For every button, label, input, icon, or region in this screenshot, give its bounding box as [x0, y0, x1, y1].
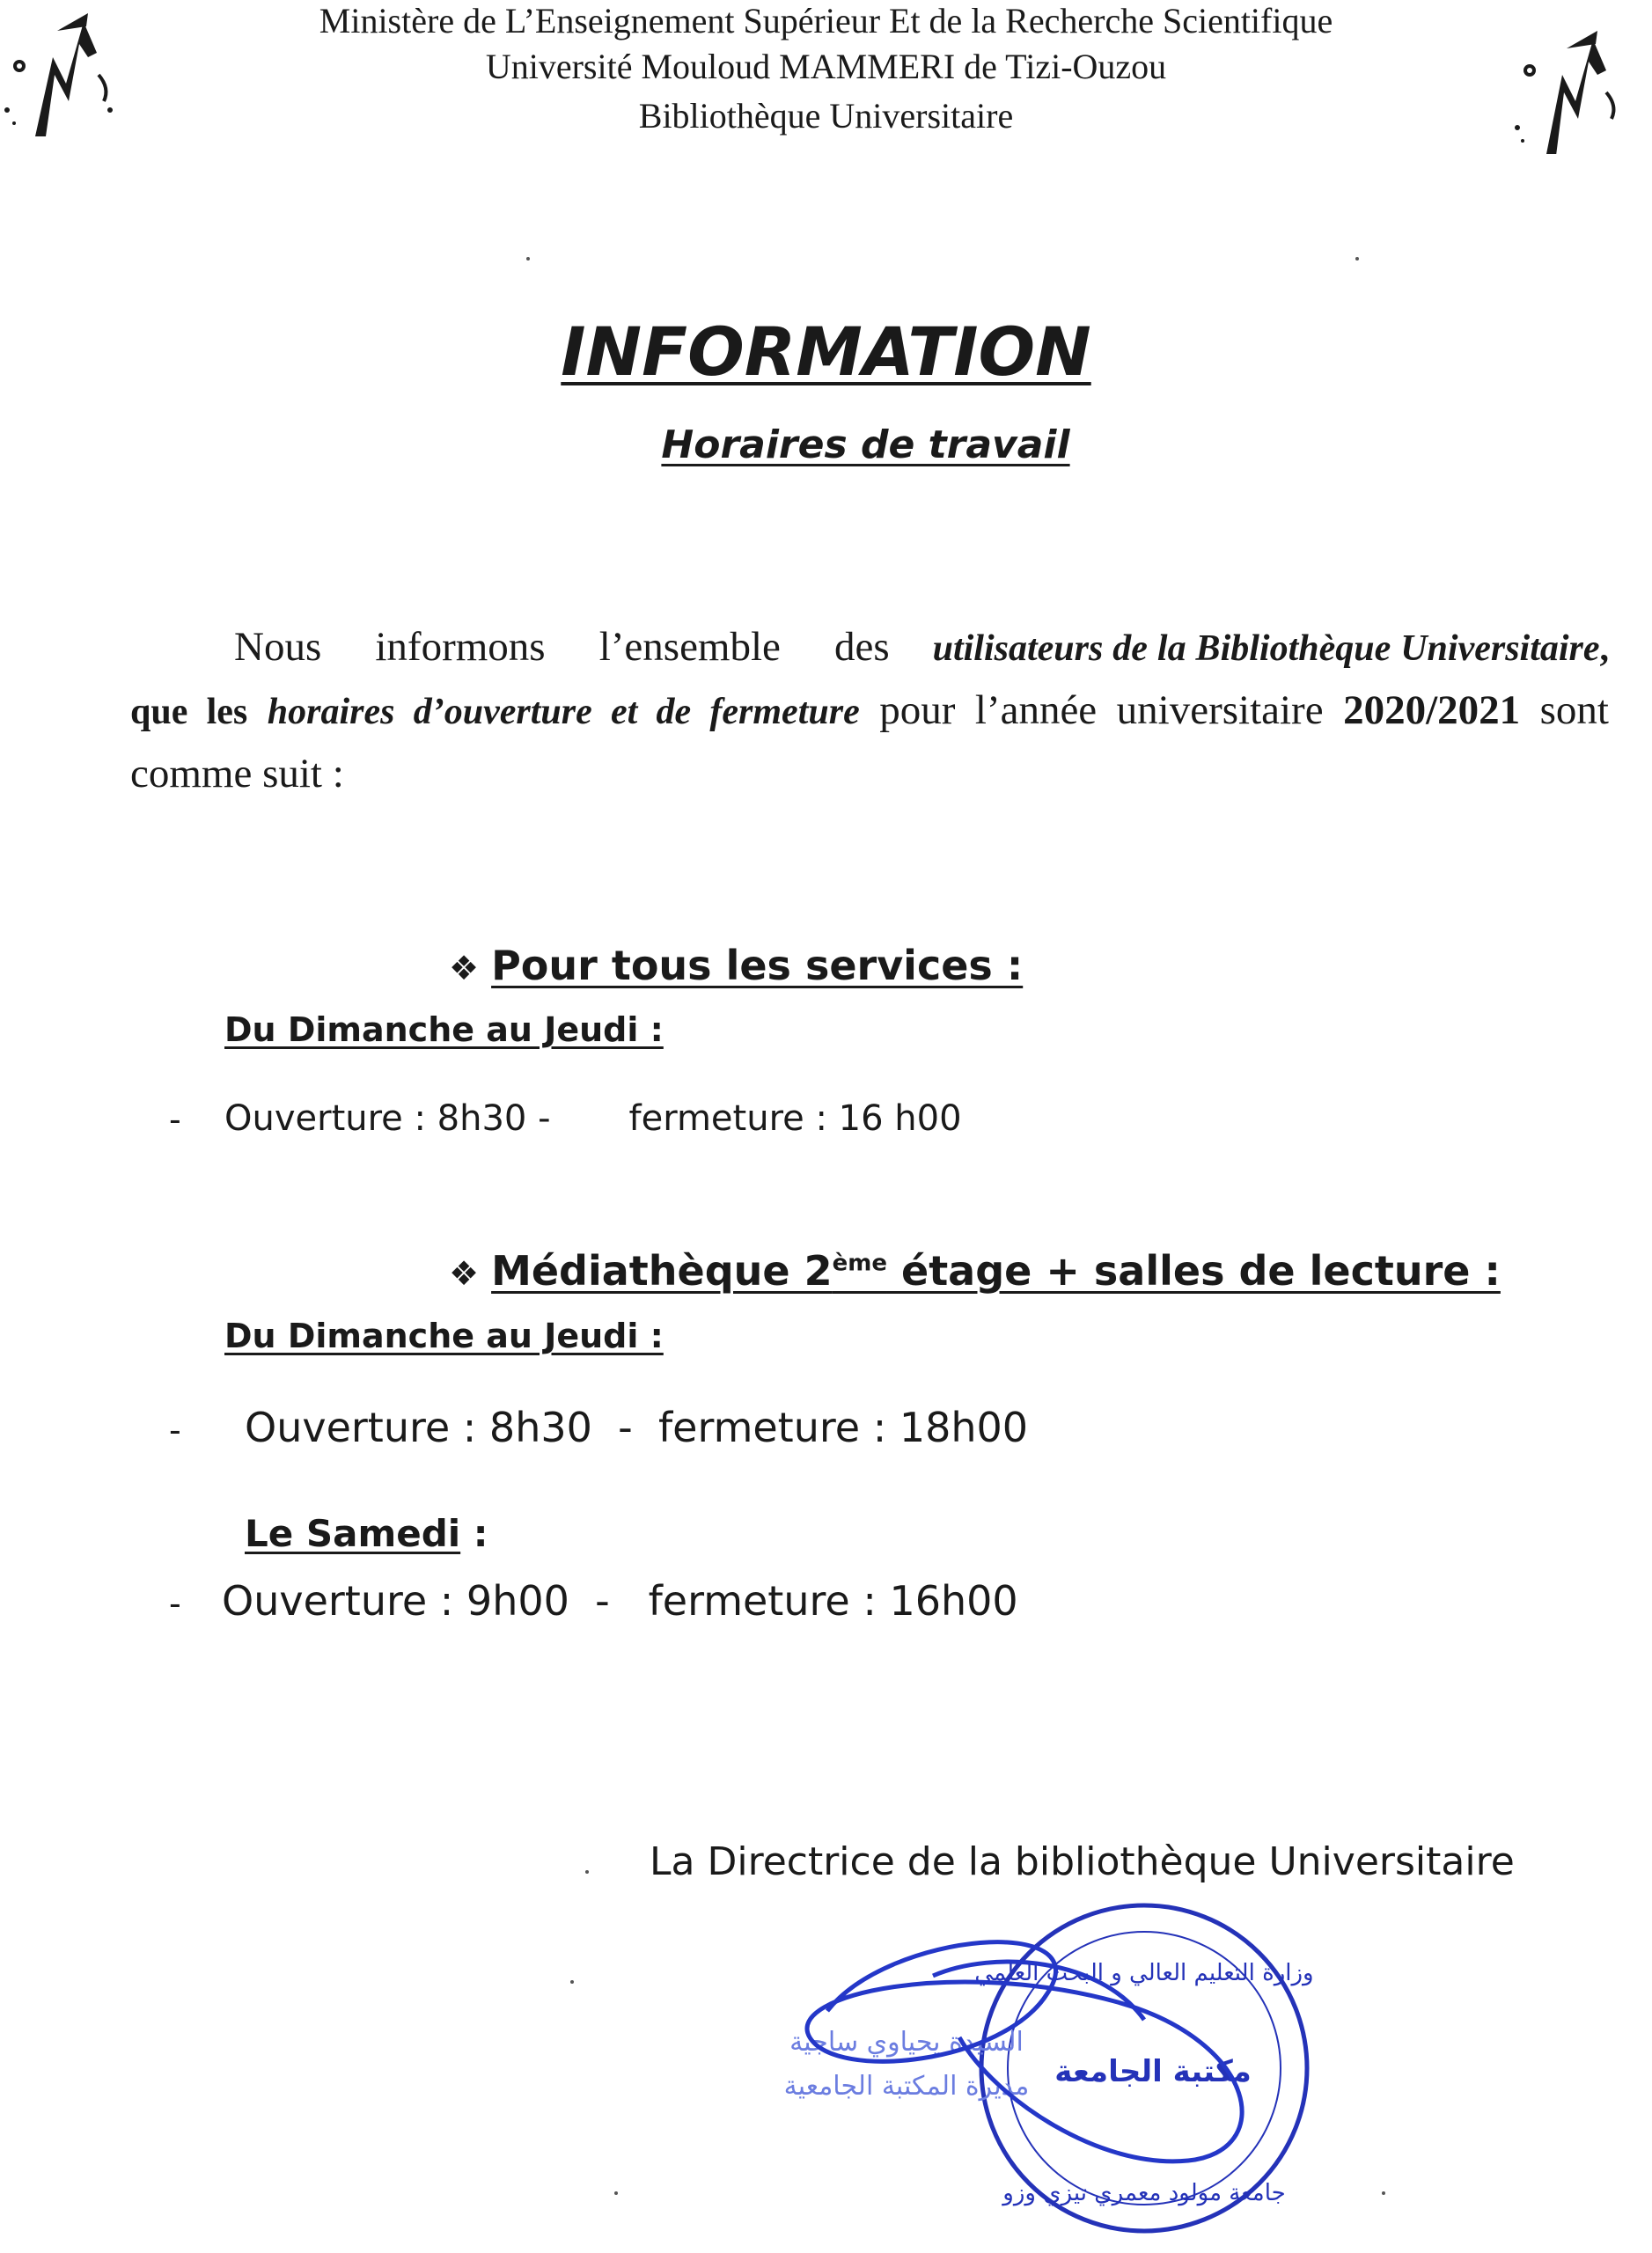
section-all-services-days: Du Dimanche au Jeudi :: [224, 1010, 664, 1049]
scan-speck: [1382, 2191, 1385, 2195]
section-all-services-hours: Ouverture : 8h30 - fermeture : 16 h00: [224, 1098, 962, 1139]
handwritten-name: السيدة يحياوي ساجية: [789, 2027, 1024, 2058]
official-stamp: [731, 1897, 1364, 2249]
header-ministry: Ministère de L’Enseignement Supérieur Et de la Recherche Scientifique: [319, 1, 1333, 40]
signature-title: La Directrice de la bibliothèque Universitaire: [650, 1839, 1515, 1884]
section-mediatheque-hours: Ouverture : 8h30 - fermeture : 18h00: [245, 1404, 1029, 1451]
saturday-hours: Ouverture : 9h00 - fermeture : 16h00: [222, 1577, 1018, 1625]
intro-closing: sont comme suit :: [130, 687, 1609, 796]
intro-word: informons: [375, 624, 546, 670]
page-subtitle: Horaires de travail: [661, 422, 1070, 467]
list-bullet: -: [169, 1411, 181, 1449]
intro-year-phrase: pour l’année universitaire: [879, 687, 1324, 733]
intro-word: Nous: [234, 624, 322, 670]
diamond-bullet-icon: ❖: [449, 949, 480, 987]
section-mediatheque-heading: ❖ Médiathèque 2ème étage + salles de lecture :: [449, 1247, 1501, 1295]
diamond-bullet-icon: ❖: [449, 1254, 480, 1293]
scan-speck: [570, 1980, 574, 1984]
page-title: INFORMATION: [561, 312, 1091, 391]
stamp-text-center: مكتبة الجامعة: [1054, 2054, 1252, 2089]
saturday-label: Le Samedi :: [245, 1512, 488, 1555]
scan-speck: [585, 1870, 589, 1874]
section-mediatheque-days: Du Dimanche au Jeudi :: [224, 1317, 664, 1355]
intro-paragraph: [130, 616, 1609, 804]
stamp-text-top: وزارة التعليم العالي و البحث العلمي: [974, 1960, 1314, 1986]
intro-hours-phrase: horaires d’ouverture et de fermeture: [267, 692, 860, 732]
intro-year: 2020/2021: [1343, 687, 1521, 733]
intro-word: l’ensemble: [598, 624, 781, 670]
scan-speck: [1355, 257, 1359, 261]
header-university: Université Mouloud MAMMERI de Tizi-Ouzou: [485, 47, 1167, 86]
header-library: Bibliothèque Universitaire: [638, 96, 1014, 136]
intro-word: des: [834, 624, 890, 670]
scan-speck: [614, 2191, 618, 2195]
intro-users-phrase: utilisateurs de la Bibliothèque Universitaire: [932, 628, 1600, 669]
list-bullet: -: [169, 1584, 181, 1623]
list-bullet: -: [169, 1100, 181, 1139]
intro-connector: , que les: [130, 628, 1610, 732]
section-all-services-heading: ❖ Pour tous les services :: [449, 942, 1024, 989]
scan-speck: [526, 257, 530, 261]
handwritten-role: مديرة المكتبة الجامعية: [783, 2071, 1030, 2102]
stamp-text-bottom: جامعة مولود معمري تيزي وزو: [1002, 2180, 1286, 2206]
